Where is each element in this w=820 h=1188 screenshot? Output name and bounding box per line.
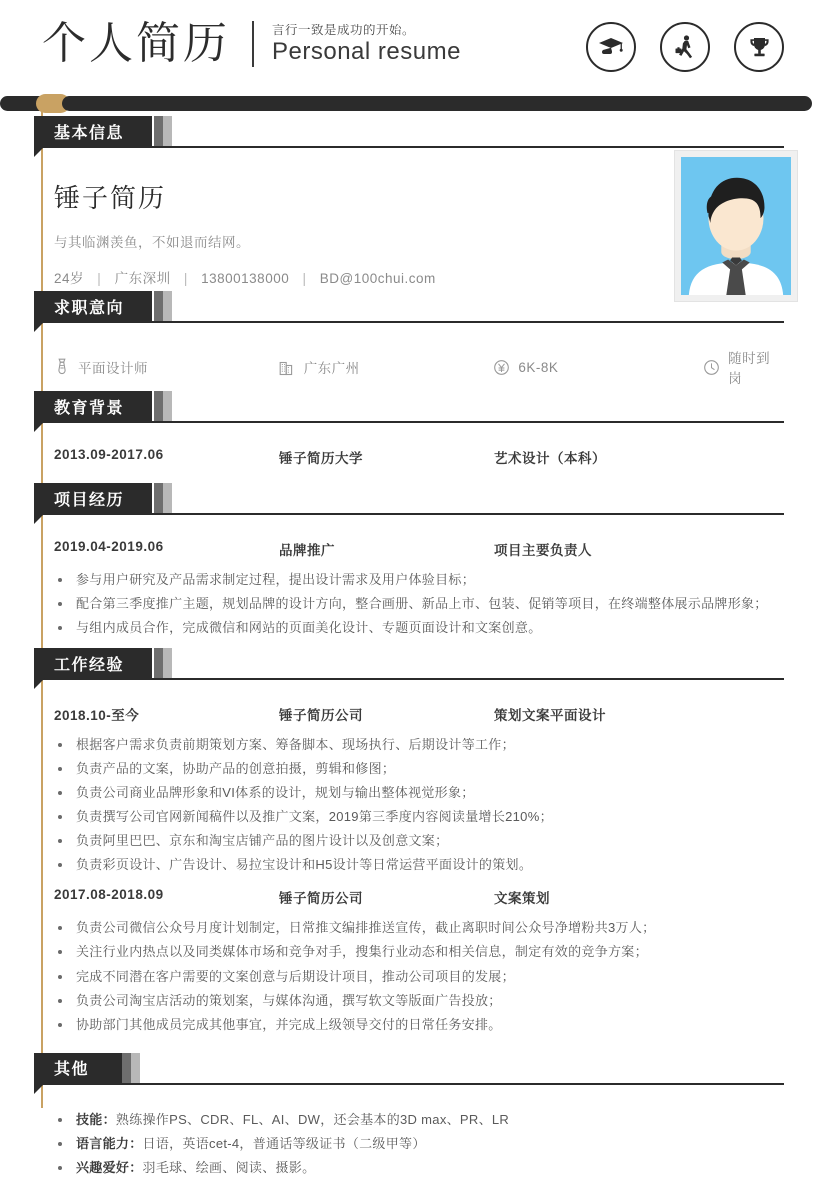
section-header-education bbox=[34, 391, 784, 431]
intention-location bbox=[279, 357, 494, 377]
work-heading-row bbox=[54, 698, 784, 728]
ribbon-fold bbox=[34, 513, 45, 524]
project-heading-row bbox=[54, 533, 784, 563]
section-header-intention bbox=[34, 291, 784, 331]
intention-availability-label: 随时到岗 bbox=[728, 351, 771, 386]
ribbon-tail-dark bbox=[154, 391, 163, 421]
intention-body bbox=[34, 331, 784, 391]
project-body bbox=[34, 523, 784, 648]
work-body bbox=[34, 688, 784, 1045]
graduation-cap-icon bbox=[586, 22, 636, 72]
yuan-icon bbox=[493, 359, 510, 376]
project-bullet-list bbox=[54, 569, 784, 638]
other-text: 熟练操作PS、CDR、FL、AI、DW，还会基本的3D max、PR、LR bbox=[115, 1111, 510, 1127]
ribbon-tail-dark bbox=[154, 483, 163, 513]
section-header-other bbox=[34, 1053, 784, 1093]
section-rule bbox=[34, 513, 784, 515]
list-item: 负责彩页设计、广告设计、易拉宝设计和H5设计等日常运营平面设计的策划。 bbox=[54, 854, 784, 875]
section-rule bbox=[34, 321, 784, 323]
work-date: 2018.10-至今 bbox=[54, 708, 140, 724]
education-row bbox=[54, 441, 784, 471]
other-text: 日语，英语cet-4，普通话等级证书（二级甲等） bbox=[142, 1135, 426, 1151]
section-ribbon bbox=[34, 483, 152, 513]
intention-position-label: 平面设计师 bbox=[78, 361, 148, 376]
intention-position bbox=[54, 357, 279, 377]
meta-age: 24岁 bbox=[54, 271, 85, 286]
trophy-icon bbox=[734, 22, 784, 72]
header-rule-bar bbox=[0, 90, 820, 116]
education-date: 2013.09-2017.06 bbox=[54, 447, 164, 462]
section-title: 教育背景 bbox=[54, 399, 125, 417]
other-label: 技能： bbox=[76, 1111, 116, 1127]
resume-content bbox=[0, 116, 820, 1188]
list-item: 配合第三季度推广主题，规划品牌的设计方向，整合画册、新品上市、包装、促销等项目，在终端整体展示品牌形象； bbox=[54, 593, 784, 614]
personal-motto: 与其临渊羡鱼，不如退而结网。 bbox=[54, 235, 250, 250]
intention-salary-label: 6K-8K bbox=[518, 359, 559, 375]
section-header-basic bbox=[34, 116, 784, 156]
ribbon-fold bbox=[34, 678, 45, 689]
section-ribbon bbox=[34, 391, 152, 421]
section-header-work bbox=[34, 648, 784, 688]
rule-bar-right-segment bbox=[62, 96, 812, 111]
list-item: 协助部门其他成员完成其他事宜，并完成上级领导交付的日常任务安排。 bbox=[54, 1014, 784, 1035]
list-item: 负责公司淘宝店活动的策划案，与媒体沟通，撰写软文等版面广告投放； bbox=[54, 990, 784, 1011]
ribbon-tail-light bbox=[163, 116, 172, 146]
avatar bbox=[674, 150, 798, 302]
work-company: 锤子简历公司 bbox=[279, 708, 363, 724]
section-rule bbox=[34, 678, 784, 680]
header-icon-group bbox=[586, 22, 784, 72]
project-date: 2019.04-2019.06 bbox=[54, 539, 164, 554]
list-item: 与组内成员合作，完成微信和网站的页面美化设计、专题页面设计和文案创意。 bbox=[54, 617, 784, 638]
basic-info-body bbox=[34, 156, 784, 291]
businessman-walking-icon bbox=[660, 22, 710, 72]
section-rule bbox=[34, 1083, 784, 1085]
ribbon-tail-light bbox=[163, 648, 172, 678]
other-body bbox=[34, 1093, 784, 1188]
section-title: 基本信息 bbox=[54, 124, 125, 142]
list-item: 根据客户需求负责前期策划方案、筹备脚本、现场执行、后期设计等工作； bbox=[54, 734, 784, 755]
education-major: 艺术设计（本科） bbox=[494, 451, 606, 466]
section-title: 其他 bbox=[54, 1061, 90, 1079]
project-block bbox=[54, 533, 784, 638]
work-role: 文案策划 bbox=[494, 891, 550, 907]
other-text: 羽毛球、绘画、阅读、摄影。 bbox=[142, 1159, 316, 1175]
section-ribbon bbox=[34, 116, 152, 146]
list-item bbox=[54, 1133, 784, 1154]
ribbon-tail-light bbox=[163, 291, 172, 321]
section-ribbon bbox=[34, 648, 152, 678]
title-divider bbox=[252, 21, 254, 67]
ribbon-tail-dark bbox=[154, 648, 163, 678]
meta-separator: | bbox=[302, 271, 307, 286]
other-bullet-list bbox=[54, 1109, 784, 1178]
ribbon-tail-light bbox=[163, 391, 172, 421]
ribbon-tail-light bbox=[131, 1053, 140, 1083]
subtitle-block bbox=[272, 24, 462, 65]
ribbon-fold bbox=[34, 321, 45, 332]
other-label: 语言能力： bbox=[76, 1135, 143, 1151]
list-item: 负责阿里巴巴、京东和淘宝店铺产品的图片设计以及创意文案； bbox=[54, 830, 784, 851]
work-role: 策划文案平面设计 bbox=[494, 708, 606, 724]
education-school: 锤子简历大学 bbox=[279, 451, 363, 466]
work-company: 锤子简历公司 bbox=[279, 891, 363, 907]
work-bullet-list bbox=[54, 734, 784, 875]
clock-icon bbox=[703, 359, 720, 376]
subtitle-cn: 言行一致是成功的开始。 bbox=[272, 23, 416, 37]
section-rule bbox=[34, 146, 784, 148]
page-title: 个人简历 bbox=[42, 19, 230, 68]
ribbon-fold bbox=[34, 421, 45, 432]
ribbon-tail-dark bbox=[154, 116, 163, 146]
page-header bbox=[0, 0, 820, 88]
list-item: 负责公司商业品牌形象和VI体系的设计，规划与输出整体视觉形象； bbox=[54, 782, 784, 803]
intention-salary bbox=[493, 359, 703, 376]
subtitle-en: Personal resume bbox=[272, 38, 461, 65]
ribbon-tail-dark bbox=[154, 291, 163, 321]
work-heading-row bbox=[54, 881, 784, 911]
work-date: 2017.08-2018.09 bbox=[54, 887, 164, 903]
building-icon bbox=[279, 359, 296, 376]
work-bullet-list bbox=[54, 917, 784, 1034]
other-label: 兴趣爱好： bbox=[76, 1159, 143, 1175]
intention-availability bbox=[703, 347, 784, 387]
section-rule bbox=[34, 421, 784, 423]
ribbon-tail-dark bbox=[122, 1053, 131, 1083]
section-ribbon bbox=[34, 291, 152, 321]
project-name: 品牌推广 bbox=[279, 543, 335, 558]
intention-location-label: 广东广州 bbox=[303, 361, 360, 376]
meta-separator: | bbox=[183, 271, 188, 286]
meta-phone: 13800138000 bbox=[201, 271, 290, 286]
list-item: 参与用户研究及产品需求制定过程，提出设计需求及用户体验目标； bbox=[54, 569, 784, 590]
ribbon-tail-light bbox=[163, 483, 172, 513]
list-item: 关注行业内热点以及同类媒体市场和竞争对手，搜集行业动态和相关信息，制定有效的竞争方案； bbox=[54, 941, 784, 962]
work-block bbox=[54, 881, 784, 1034]
work-block bbox=[54, 698, 784, 875]
section-title: 求职意向 bbox=[54, 299, 125, 317]
meta-email: BD@100chui.com bbox=[319, 271, 436, 286]
education-body bbox=[34, 431, 784, 475]
section-header-project bbox=[34, 483, 784, 523]
intention-row bbox=[54, 341, 784, 387]
list-item: 负责撰写公司官网新闻稿件以及推广文案，2019第三季度内容阅读量增长210%； bbox=[54, 806, 784, 827]
list-item bbox=[54, 1109, 784, 1130]
person-name: 锤子简历 bbox=[54, 183, 167, 213]
list-item: 完成不同潜在客户需要的文案创意与后期设计项目，推动公司项目的发展； bbox=[54, 966, 784, 987]
meta-location: 广东深圳 bbox=[114, 271, 171, 286]
tie-icon bbox=[54, 358, 70, 376]
list-item: 负责公司微信公众号月度计划制定，日常推文编排推送宣传，截止离职时间公众号净增粉共3万人； bbox=[54, 917, 784, 938]
project-role: 项目主要负责人 bbox=[494, 543, 592, 558]
list-item: 负责产品的文案，协助产品的创意拍摄，剪辑和修图； bbox=[54, 758, 784, 779]
ribbon-fold bbox=[34, 1083, 45, 1094]
section-title: 工作经验 bbox=[54, 656, 125, 674]
section-ribbon bbox=[34, 1053, 126, 1083]
meta-separator: | bbox=[97, 271, 102, 286]
section-title: 项目经历 bbox=[54, 491, 125, 509]
